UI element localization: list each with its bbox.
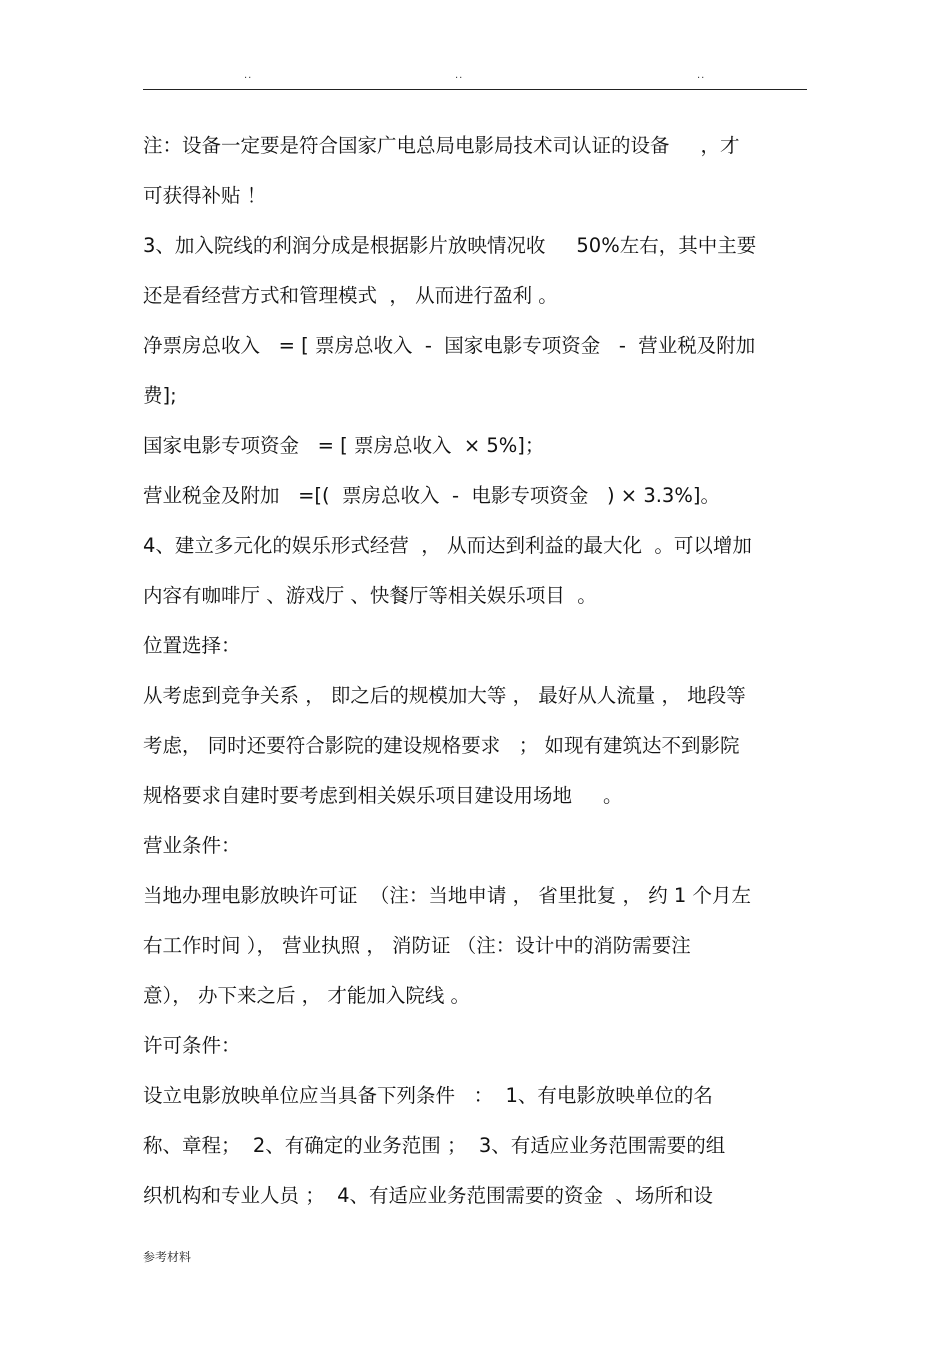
document-body <box>143 121 808 1221</box>
body-line: 4、建立多元化的娱乐形式经营 ， 从而达到利益的最大化 。可以增加 <box>143 534 752 557</box>
body-line: 称、章程； 2、有确定的业务范围 ； 3、有适应业务范围需要的组 <box>143 1134 726 1157</box>
body-line: 织机构和专业人员 ； 4、有适应业务范围需要的资金 、场所和设 <box>143 1184 713 1207</box>
body-line: 净票房总收入 = [ 票房总收入 - 国家电影专项资金 - 营业税及附加 <box>143 334 756 357</box>
body-line: 右工作时间 ）， 营业执照 ， 消防证 （注：设计中的消防需要注 <box>143 934 691 957</box>
section-heading: 位置选择： <box>143 634 241 657</box>
body-line: 还是看经营方式和管理模式 ， 从而进行盈利 。 <box>143 284 558 307</box>
body-line: 费]; <box>143 384 177 407</box>
body-line: 国家电影专项资金 = [ 票房总收入 × 5%]； <box>143 434 545 457</box>
header-divider <box>143 89 807 90</box>
page-header-marks <box>0 70 950 90</box>
body-line: 意）， 办下来之后 ， 才能加入院线 。 <box>143 984 471 1007</box>
body-line: 注：设备一定要是符合国家广电总局电影局技术司认证的设备 ，才 <box>143 134 740 157</box>
section-heading: 营业条件： <box>143 834 241 857</box>
body-line: 从考虑到竞争关系 ， 即之后的规模加大等 ， 最好从人流量 ， 地段等 <box>143 684 746 707</box>
body-line: 营业税金及附加 =[( 票房总收入 - 电影专项资金 ) × 3.3%]。 <box>143 484 720 507</box>
body-line: 内容有咖啡厅 、游戏厅 、快餐厅等相关娱乐项目 。 <box>143 584 597 607</box>
section-heading: 许可条件： <box>143 1034 241 1057</box>
body-line: 当地办理电影放映许可证 （注：当地申请 ， 省里批复 ， 约 1 个月左 <box>143 884 751 907</box>
body-line: 规格要求自建时要考虑到相关娱乐项目建设用场地 。 <box>143 784 623 807</box>
body-line: 设立电影放映单位应当具备下列条件 ： 1、有电影放映单位的名 <box>143 1084 713 1107</box>
body-line: 3、加入院线的利润分成是根据影片放映情况收 50%左右，其中主要 <box>143 234 757 257</box>
body-line: 可获得补贴 ！ <box>143 184 267 207</box>
body-line: 考虑， 同时还要符合影院的建设规格要求 ； 如现有建筑达不到影院 <box>143 734 740 757</box>
header-mark-left: .. <box>244 70 253 81</box>
header-mark-center: .. <box>455 70 464 81</box>
header-mark-right: .. <box>697 70 706 81</box>
footer-note: 参考材料 <box>143 1250 192 1264</box>
